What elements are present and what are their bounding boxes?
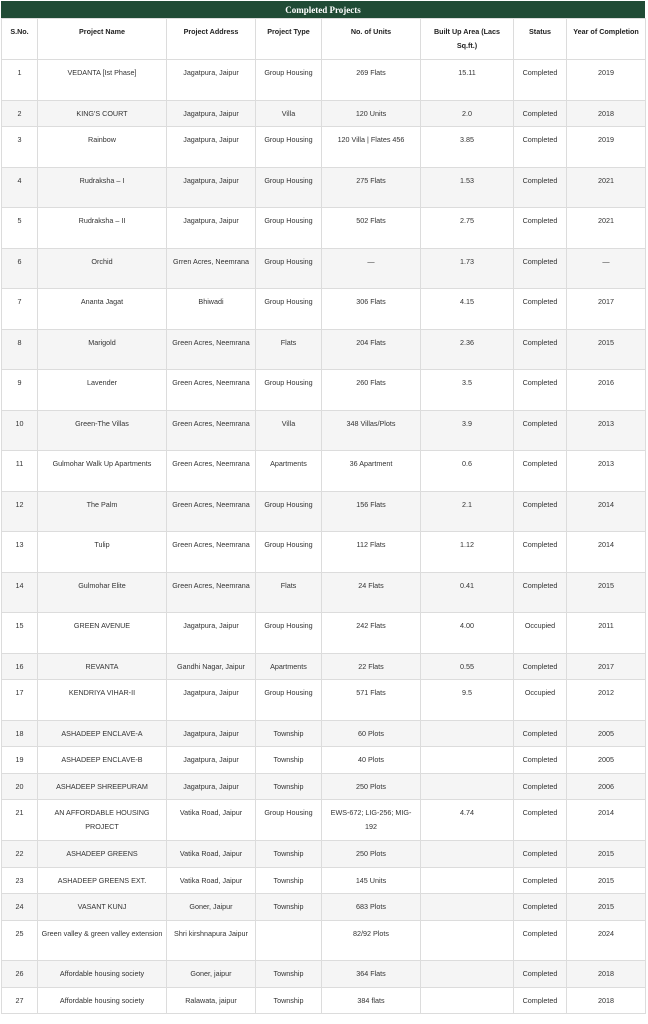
cell-units: 260 Flats (322, 370, 421, 411)
cell-project-name: The Palm (38, 491, 167, 532)
cell-project-address: Bhiwadi (167, 289, 256, 330)
cell-project-name: Rudraksha – II (38, 208, 167, 249)
cell-sno: 12 (2, 491, 38, 532)
cell-units: 364 Flats (322, 961, 421, 988)
cell-project-name: ASHADEEP GREENS (38, 840, 167, 867)
cell-project-type: Group Housing (256, 800, 322, 841)
cell-project-type: Township (256, 747, 322, 774)
cell-project-name: Green valley & green valley extension (38, 920, 167, 961)
cell-status: Completed (514, 329, 567, 370)
cell-status: Completed (514, 451, 567, 492)
cell-project-type: Township (256, 894, 322, 921)
cell-built-up-area: 3.85 (421, 127, 514, 168)
cell-project-address: Green Acres, Neemrana (167, 491, 256, 532)
cell-project-address: Jagatpura, Jaipur (167, 208, 256, 249)
cell-project-type: Villa (256, 410, 322, 451)
cell-year: 2019 (567, 127, 646, 168)
cell-status: Completed (514, 248, 567, 289)
table-row (2, 680, 646, 721)
table-row (2, 987, 646, 1014)
cell-project-name: Orchid (38, 248, 167, 289)
cell-status: Completed (514, 653, 567, 680)
cell-sno: 14 (2, 572, 38, 613)
cell-project-type: Group Housing (256, 127, 322, 168)
cell-built-up-area (421, 747, 514, 774)
cell-year: 2005 (567, 720, 646, 747)
table-row (2, 867, 646, 894)
cell-sno: 4 (2, 167, 38, 208)
cell-built-up-area: 2.1 (421, 491, 514, 532)
cell-built-up-area (421, 773, 514, 800)
cell-status: Completed (514, 60, 567, 101)
cell-project-address: Jagatpura, Jaipur (167, 100, 256, 127)
cell-project-type: Villa (256, 100, 322, 127)
cell-project-address: Green Acres, Neemrana (167, 451, 256, 492)
cell-status: Completed (514, 773, 567, 800)
cell-project-address: Goner, Jaipur (167, 894, 256, 921)
cell-project-name: KENDRIYA VIHAR-II (38, 680, 167, 721)
cell-built-up-area (421, 987, 514, 1014)
cell-year: 2015 (567, 867, 646, 894)
table-row (2, 720, 646, 747)
cell-sno: 17 (2, 680, 38, 721)
cell-project-type: Township (256, 987, 322, 1014)
cell-sno: 21 (2, 800, 38, 841)
cell-project-address: Jagatpura, Jaipur (167, 773, 256, 800)
cell-project-address: Jagatpura, Jaipur (167, 167, 256, 208)
cell-project-name: ASHADEEP ENCLAVE-B (38, 747, 167, 774)
cell-project-type: Flats (256, 572, 322, 613)
cell-project-name: Gulmohar Walk Up Apartments (38, 451, 167, 492)
cell-built-up-area: 3.9 (421, 410, 514, 451)
cell-project-address: Goner, jaipur (167, 961, 256, 988)
cell-units: 120 Units (322, 100, 421, 127)
cell-sno: 19 (2, 747, 38, 774)
cell-sno: 18 (2, 720, 38, 747)
cell-project-type: Township (256, 720, 322, 747)
cell-sno: 24 (2, 894, 38, 921)
cell-status: Completed (514, 410, 567, 451)
table-row (2, 961, 646, 988)
cell-project-name: VEDANTA [Ist Phase] (38, 60, 167, 101)
table-row (2, 208, 646, 249)
cell-units: 156 Flats (322, 491, 421, 532)
cell-units: 306 Flats (322, 289, 421, 330)
cell-status: Completed (514, 208, 567, 249)
col-header-status: Status (514, 19, 567, 60)
cell-units: 112 Flats (322, 532, 421, 573)
cell-status: Occupied (514, 680, 567, 721)
table-row (2, 613, 646, 654)
cell-units: 275 Flats (322, 167, 421, 208)
cell-year: 2005 (567, 747, 646, 774)
cell-sno: 1 (2, 60, 38, 101)
col-header-project-address: Project Address (167, 19, 256, 60)
cell-units: 502 Flats (322, 208, 421, 249)
cell-sno: 8 (2, 329, 38, 370)
cell-built-up-area: 0.55 (421, 653, 514, 680)
cell-project-name: Lavender (38, 370, 167, 411)
cell-year: 2017 (567, 653, 646, 680)
col-header-sno: S.No. (2, 19, 38, 60)
projects-table (1, 18, 646, 1014)
cell-sno: 5 (2, 208, 38, 249)
table-row (2, 289, 646, 330)
cell-project-type: Flats (256, 329, 322, 370)
cell-status: Completed (514, 289, 567, 330)
cell-built-up-area: 2.75 (421, 208, 514, 249)
cell-project-name: AN AFFORDABLE HOUSING PROJECT (38, 800, 167, 841)
cell-status: Completed (514, 867, 567, 894)
cell-year: 2013 (567, 451, 646, 492)
cell-project-type: Group Housing (256, 248, 322, 289)
cell-year: 2014 (567, 532, 646, 573)
col-header-built-up-area: Built Up Area (Lacs Sq.ft.) (421, 19, 514, 60)
table-row (2, 532, 646, 573)
cell-units: 60 Plots (322, 720, 421, 747)
cell-project-name: GREEN AVENUE (38, 613, 167, 654)
cell-status: Completed (514, 894, 567, 921)
cell-built-up-area: 15.11 (421, 60, 514, 101)
table-row (2, 127, 646, 168)
cell-units: 82/92 Plots (322, 920, 421, 961)
cell-built-up-area (421, 894, 514, 921)
cell-year: 2018 (567, 961, 646, 988)
cell-sno: 3 (2, 127, 38, 168)
cell-units: 145 Units (322, 867, 421, 894)
cell-status: Completed (514, 532, 567, 573)
cell-project-type: Group Housing (256, 167, 322, 208)
cell-project-address: Green Acres, Neemrana (167, 532, 256, 573)
cell-sno: 13 (2, 532, 38, 573)
cell-project-name: KING'S COURT (38, 100, 167, 127)
cell-project-type: Group Housing (256, 60, 322, 101)
cell-built-up-area: 4.74 (421, 800, 514, 841)
cell-built-up-area (421, 720, 514, 747)
cell-status: Completed (514, 167, 567, 208)
cell-built-up-area (421, 840, 514, 867)
cell-status: Completed (514, 920, 567, 961)
cell-sno: 6 (2, 248, 38, 289)
cell-year: 2021 (567, 167, 646, 208)
cell-project-name: Green-The Villas (38, 410, 167, 451)
table-row (2, 894, 646, 921)
cell-built-up-area: 3.5 (421, 370, 514, 411)
cell-built-up-area: 2.0 (421, 100, 514, 127)
cell-status: Completed (514, 800, 567, 841)
cell-year: 2017 (567, 289, 646, 330)
cell-built-up-area (421, 961, 514, 988)
cell-project-name: Rudraksha – I (38, 167, 167, 208)
cell-project-address: Shri kirshnapura Jaipur (167, 920, 256, 961)
cell-project-address: Gandhi Nagar, Jaipur (167, 653, 256, 680)
cell-sno: 25 (2, 920, 38, 961)
cell-project-type: Apartments (256, 451, 322, 492)
table-row (2, 491, 646, 532)
cell-year: — (567, 248, 646, 289)
header-row (2, 19, 646, 60)
completed-projects-section (1, 1, 645, 1014)
cell-year: 2011 (567, 613, 646, 654)
table-row (2, 653, 646, 680)
cell-sno: 20 (2, 773, 38, 800)
cell-units: 250 Plots (322, 840, 421, 867)
cell-year: 2018 (567, 987, 646, 1014)
cell-project-name: Gulmohar Elite (38, 572, 167, 613)
cell-year: 2012 (567, 680, 646, 721)
cell-year: 2016 (567, 370, 646, 411)
cell-year: 2014 (567, 800, 646, 841)
cell-project-type: Group Housing (256, 370, 322, 411)
cell-units: 348 Villas/Plots (322, 410, 421, 451)
cell-status: Completed (514, 987, 567, 1014)
table-row (2, 920, 646, 961)
cell-units: EWS-672; LIG-256; MIG-192 (322, 800, 421, 841)
cell-project-type: Apartments (256, 653, 322, 680)
table-row (2, 410, 646, 451)
cell-project-type: Group Housing (256, 289, 322, 330)
cell-units: 204 Flats (322, 329, 421, 370)
cell-built-up-area: 1.73 (421, 248, 514, 289)
cell-year: 2015 (567, 894, 646, 921)
cell-project-address: Vatika Road, Jaipur (167, 840, 256, 867)
cell-built-up-area (421, 867, 514, 894)
cell-project-type: Township (256, 867, 322, 894)
cell-project-address: Green Acres, Neemrana (167, 410, 256, 451)
cell-built-up-area: 1.53 (421, 167, 514, 208)
table-row (2, 248, 646, 289)
cell-project-address: Jagatpura, Jaipur (167, 127, 256, 168)
cell-year: 2019 (567, 60, 646, 101)
cell-units: 250 Plots (322, 773, 421, 800)
table-row (2, 800, 646, 841)
table-title: Completed Projects (1, 1, 645, 18)
col-header-project-type: Project Type (256, 19, 322, 60)
cell-year: 2021 (567, 208, 646, 249)
cell-status: Completed (514, 747, 567, 774)
cell-built-up-area (421, 920, 514, 961)
cell-project-name: ASHADEEP GREENS EXT. (38, 867, 167, 894)
cell-sno: 26 (2, 961, 38, 988)
cell-project-type: Group Housing (256, 532, 322, 573)
cell-built-up-area: 1.12 (421, 532, 514, 573)
cell-year: 2015 (567, 572, 646, 613)
cell-project-address: Grren Acres, Neemrana (167, 248, 256, 289)
cell-units: — (322, 248, 421, 289)
cell-project-address: Vatika Road, Jaipur (167, 800, 256, 841)
cell-project-name: Rainbow (38, 127, 167, 168)
cell-sno: 11 (2, 451, 38, 492)
cell-project-address: Jagatpura, Jaipur (167, 747, 256, 774)
cell-project-type: Group Housing (256, 208, 322, 249)
cell-units: 683 Plots (322, 894, 421, 921)
cell-year: 2013 (567, 410, 646, 451)
cell-year: 2024 (567, 920, 646, 961)
cell-status: Completed (514, 840, 567, 867)
table-row (2, 100, 646, 127)
cell-units: 22 Flats (322, 653, 421, 680)
cell-sno: 22 (2, 840, 38, 867)
col-header-units: No. of Units (322, 19, 421, 60)
table-row (2, 773, 646, 800)
cell-project-name: REVANTA (38, 653, 167, 680)
cell-project-name: Affordable housing society (38, 961, 167, 988)
cell-project-address: Green Acres, Neemrana (167, 370, 256, 411)
cell-project-type: Group Housing (256, 491, 322, 532)
cell-built-up-area: 4.00 (421, 613, 514, 654)
cell-project-type: Group Housing (256, 613, 322, 654)
cell-status: Completed (514, 491, 567, 532)
cell-project-name: Marigold (38, 329, 167, 370)
cell-built-up-area: 2.36 (421, 329, 514, 370)
cell-project-name: Ananta Jagat (38, 289, 167, 330)
cell-project-name: Tulip (38, 532, 167, 573)
cell-sno: 16 (2, 653, 38, 680)
cell-units: 120 Villa | Flates 456 (322, 127, 421, 168)
cell-project-name: VASANT KUNJ (38, 894, 167, 921)
cell-project-address: Green Acres, Neemrana (167, 329, 256, 370)
cell-year: 2018 (567, 100, 646, 127)
cell-sno: 10 (2, 410, 38, 451)
cell-project-address: Vatika Road, Jaipur (167, 867, 256, 894)
cell-year: 2015 (567, 329, 646, 370)
col-header-year: Year of Completion (567, 19, 646, 60)
cell-units: 269 Flats (322, 60, 421, 101)
cell-sno: 2 (2, 100, 38, 127)
cell-units: 384 flats (322, 987, 421, 1014)
cell-built-up-area: 4.15 (421, 289, 514, 330)
cell-project-type: Township (256, 773, 322, 800)
table-row (2, 167, 646, 208)
cell-sno: 7 (2, 289, 38, 330)
cell-project-address: Jagatpura, Jaipur (167, 60, 256, 101)
cell-project-address: Green Acres, Neemrana (167, 572, 256, 613)
cell-units: 40 Plots (322, 747, 421, 774)
cell-year: 2015 (567, 840, 646, 867)
col-header-project-name: Project Name (38, 19, 167, 60)
cell-project-address: Jagatpura, Jaipur (167, 613, 256, 654)
cell-built-up-area: 9.5 (421, 680, 514, 721)
cell-units: 242 Flats (322, 613, 421, 654)
cell-project-name: ASHADEEP SHREEPURAM (38, 773, 167, 800)
cell-project-type: Township (256, 961, 322, 988)
cell-year: 2014 (567, 491, 646, 532)
cell-sno: 15 (2, 613, 38, 654)
cell-status: Completed (514, 720, 567, 747)
cell-project-address: Ralawata, jaipur (167, 987, 256, 1014)
cell-status: Occupied (514, 613, 567, 654)
cell-built-up-area: 0.6 (421, 451, 514, 492)
cell-status: Completed (514, 961, 567, 988)
cell-status: Completed (514, 100, 567, 127)
cell-sno: 27 (2, 987, 38, 1014)
table-row (2, 60, 646, 101)
table-row (2, 451, 646, 492)
cell-project-address: Jagatpura, Jaipur (167, 680, 256, 721)
table-row (2, 572, 646, 613)
cell-units: 36 Apartment (322, 451, 421, 492)
cell-project-address: Jagatpura, Jaipur (167, 720, 256, 747)
cell-status: Completed (514, 127, 567, 168)
cell-units: 571 Flats (322, 680, 421, 721)
cell-sno: 23 (2, 867, 38, 894)
cell-project-type (256, 920, 322, 961)
table-row (2, 747, 646, 774)
table-row (2, 370, 646, 411)
table-row (2, 840, 646, 867)
cell-sno: 9 (2, 370, 38, 411)
cell-project-type: Township (256, 840, 322, 867)
cell-project-name: ASHADEEP ENCLAVE-A (38, 720, 167, 747)
cell-project-type: Group Housing (256, 680, 322, 721)
table-row (2, 329, 646, 370)
cell-status: Completed (514, 370, 567, 411)
cell-units: 24 Flats (322, 572, 421, 613)
cell-project-name: Affordable housing society (38, 987, 167, 1014)
cell-status: Completed (514, 572, 567, 613)
cell-built-up-area: 0.41 (421, 572, 514, 613)
cell-year: 2006 (567, 773, 646, 800)
